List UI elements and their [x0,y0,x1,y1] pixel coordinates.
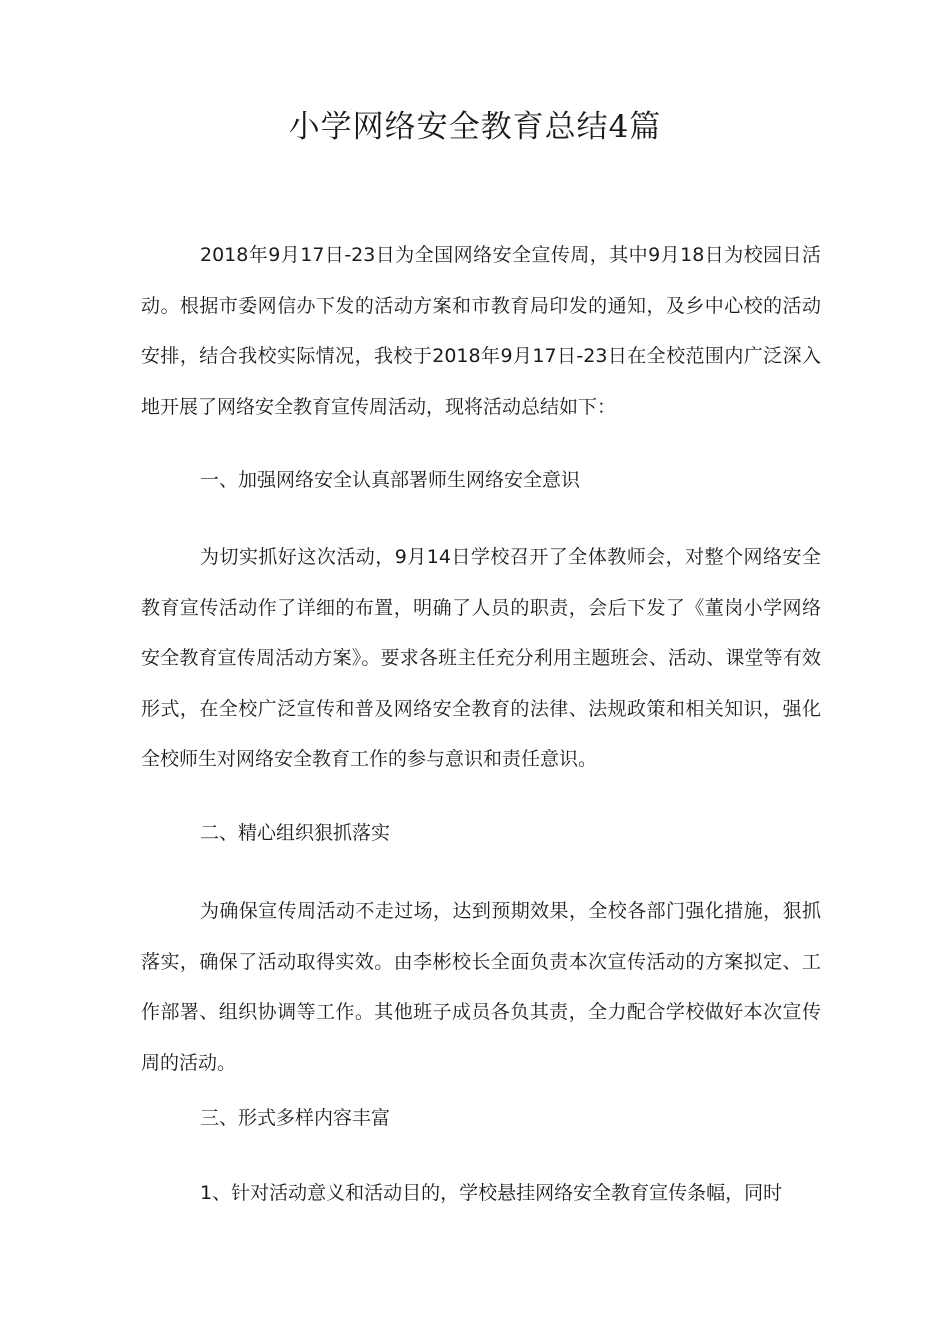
section-2-heading: 二、精心组织狠抓落实 [200,822,391,844]
section-3-heading: 三、形式多样内容丰富 [200,1107,391,1129]
intro-paragraph: 2018年9月17日-23日为全国网络安全宣传周，其中9月18日为校园日活动。根据市委网信办下发的活动方案和市教育局印发的通知，及乡中心校的活动安排，结合我校实际情况，我校于2018年9月17日-23日在全校范围内广泛深入地开展了网络安全教育宣传周活动，现将活动总结如下： [141,244,821,418]
section-3-item-1: 1、针对活动意义和活动目的，学校悬挂网络安全教育宣传条幅，同时 [200,1182,783,1204]
section-1-heading: 一、加强网络安全认真部署师生网络安全意识 [200,469,581,491]
section-2-paragraph: 为确保宣传周活动不走过场，达到预期效果，全校各部门强化措施，狠抓落实，确保了活动取得实效。由李彬校长全面负责本次宣传活动的方案拟定、工作部署、组织协调等工作。其他班子成员各负其责，全力配合学校做好本次宣传周的活动。 [141,900,821,1074]
document-title: 小学网络安全教育总结4篇 [288,109,662,145]
section-1-paragraph: 为切实抓好这次活动，9月14日学校召开了全体教师会，对整个网络安全教育宣传活动作了详细的布置，明确了人员的职责，会后下发了《董岗小学网络安全教育宣传周活动方案》。要求各班主任充分利用主题班会、活动、课堂等有效形式，在全校广泛宣传和普及网络安全教育的法律、法规政策和相关知识，强化全校师生对网络安全教育工作的参与意识和责任意识。 [141,546,821,771]
